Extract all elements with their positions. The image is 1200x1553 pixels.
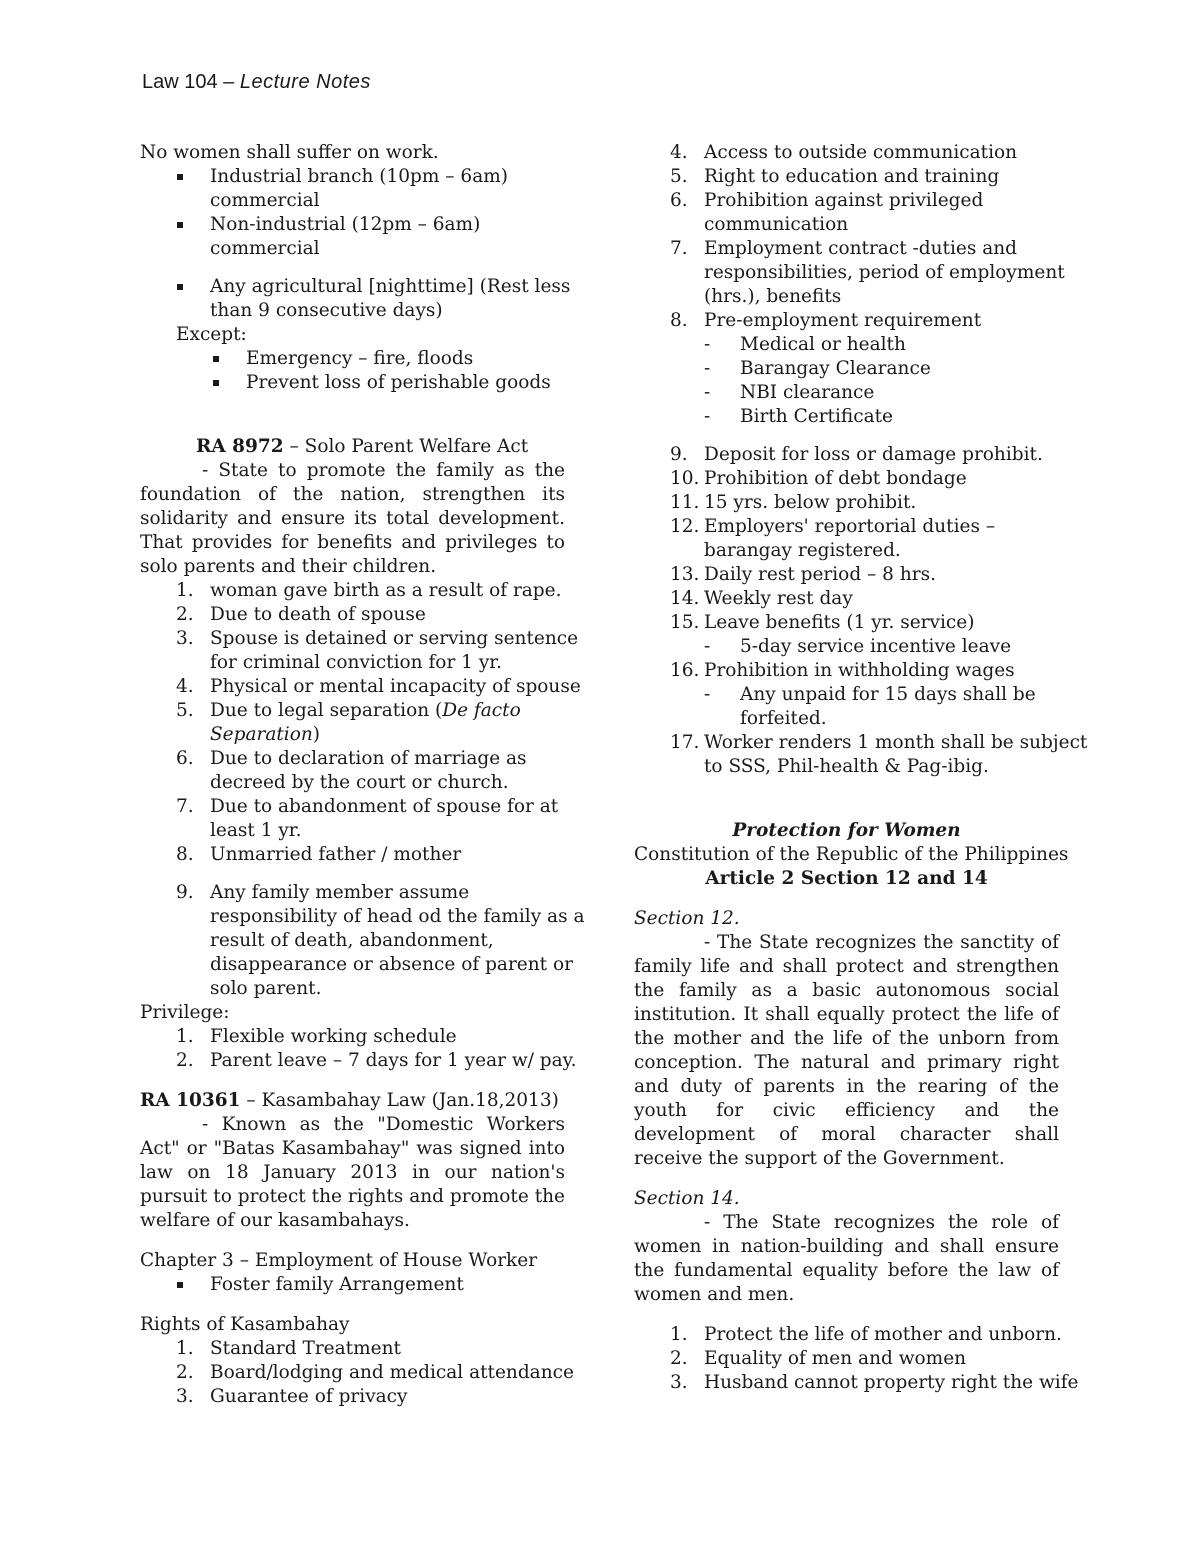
list-item: 14. Weekly rest day	[670, 588, 853, 609]
section12-label: Section 12.	[634, 908, 740, 929]
list-item: 10. Prohibition of debt bondage	[670, 468, 967, 489]
list-item: 2. Equality of men and women	[670, 1348, 967, 1369]
except-label: Except:	[176, 324, 247, 345]
list-item: - Any unpaid for 15 days shall be forfeited.	[704, 684, 1036, 729]
list-item: Foster family Arrangement	[176, 1273, 565, 1297]
bullet-icon	[177, 222, 183, 228]
article-title: Article 2 Section 12 and 14	[705, 868, 988, 889]
list-item: - Barangay Clearance	[704, 358, 931, 379]
list-item: Emergency – fire, floods	[212, 347, 565, 371]
list-item: 12. Employers' reportorial duties – barangay registered.	[670, 516, 996, 561]
list-item: 3. Spouse is detained or serving sentence for criminal conviction for 1 yr.	[176, 628, 579, 673]
bullet-icon	[177, 284, 183, 290]
ra10361-heading: RA 10361 – Kasambahay Law (Jan.18,2013)	[140, 1090, 559, 1111]
list-item: Industrial branch (10pm – 6am) commercial	[176, 165, 565, 213]
section12-text: - The State recognizes the sanctity of family life and shall protect and strengthen the family as a basic autonomous social institution. It shall equally protect the life of the mother and the life of the unborn from conception. The natural and primary right and duty of parents in the rearing of the youth for civic efficiency and the development of moral character shall receive the support of the Government.	[634, 932, 1059, 1169]
rights-label: Rights of Kasambahay	[140, 1314, 350, 1335]
list-item: 6. Due to declaration of marriage as decreed by the court or church.	[176, 748, 527, 793]
list-item: 4. Access to outside communication	[670, 142, 1018, 163]
list-item: - NBI clearance	[704, 382, 875, 403]
list-item: 11. 15 yrs. below prohibit.	[670, 492, 917, 513]
list-item: 5. Right to education and training	[670, 166, 1000, 187]
bullet-icon	[177, 1282, 183, 1288]
list-item: 13. Daily rest period – 8 hrs.	[670, 564, 936, 585]
list-item: 1. woman gave birth as a result of rape.	[176, 580, 562, 601]
bullet-icon	[213, 356, 219, 362]
list-item: 2. Board/lodging and medical attendance	[176, 1362, 574, 1383]
list-item: 1. Protect the life of mother and unborn.	[670, 1324, 1062, 1345]
list-item: Any agricultural [nighttime] (Rest less than 9 consecutive days)	[176, 275, 565, 323]
left-column	[140, 141, 585, 1409]
page-header	[142, 68, 371, 96]
header-subtitle: Lecture Notes	[239, 71, 371, 93]
list-item: 16. Prohibition in withholding wages	[670, 660, 1015, 681]
bullet-icon	[177, 174, 183, 180]
list-item: 7. Employment contract -duties and responsibilities, period of employment (hrs.), benefits	[670, 238, 1065, 307]
privilege-label: Privilege:	[140, 1002, 230, 1023]
constitution-title: Constitution of the Republic of the Philippines	[634, 844, 1069, 865]
list-item: 2. Due to death of spouse	[176, 604, 426, 625]
list-item: 9. Deposit for loss or damage prohibit.	[670, 444, 1043, 465]
ra8972-description: - State to promote the family as the foundation of the nation, strengthen its solidarity and ensure its total development. That provides for benefits and privileges to solo parents and their children.	[140, 460, 565, 577]
list-item: - Medical or health	[704, 334, 906, 355]
list-item: 3. Guarantee of privacy	[176, 1386, 408, 1407]
list-item: 1. Standard Treatment	[176, 1338, 401, 1359]
list-item: - Birth Certificate	[704, 406, 893, 427]
chapter3-title: Chapter 3 – Employment of House Worker	[140, 1250, 538, 1271]
list-item: 17. Worker renders 1 month shall be subject to SSS, Phil-health & Pag-ibig.	[670, 732, 1088, 777]
list-item: 3. Husband cannot property right the wife	[670, 1372, 1079, 1393]
section14-label: Section 14.	[634, 1188, 740, 1209]
list-item: 7. Due to abandonment of spouse for at least 1 yr.	[176, 796, 559, 841]
list-item: Non-industrial (12pm – 6am) commercial	[176, 213, 565, 261]
list-item: 1. Flexible working schedule	[176, 1026, 457, 1047]
list-item: 6. Prohibition against privileged communication	[670, 190, 984, 235]
list-item: 15. Leave benefits (1 yr. service)	[670, 612, 975, 633]
protection-title: Protection for Women	[732, 820, 961, 841]
ra8972-heading: RA 8972 – Solo Parent Welfare Act	[196, 436, 529, 457]
intro-text: No women shall suffer on work.	[140, 142, 439, 163]
list-item: 4. Physical or mental incapacity of spouse	[176, 676, 581, 697]
list-item: - 5-day service incentive leave	[704, 636, 1012, 657]
section14-text: - The State recognizes the role of women in nation-building and shall ensure the fundamental equality before the law of women and men.	[634, 1212, 1059, 1305]
list-item: 8. Unmarried father / mother	[176, 844, 462, 865]
bullet-icon	[213, 380, 219, 386]
list-item: 2. Parent leave – 7 days for 1 year w/ pay.	[176, 1050, 577, 1071]
list-item: 9. Any family member assume responsibility of head od the family as a result of death, abandonment, disappearance or absence of parent or solo parent.	[176, 882, 585, 999]
list-item: Prevent loss of perishable goods	[212, 371, 565, 395]
ra10361-description: - Known as the "Domestic Workers Act" or "Batas Kasambahay" was signed into law on 18 January 2013 in our nation's pursuit to protect the rights and promote the welfare of our kasambahays.	[140, 1114, 565, 1231]
list-item: 8. Pre-employment requirement	[670, 310, 982, 331]
list-item: 5. Due to legal separation (De facto Separation)	[176, 700, 521, 745]
right-column	[634, 141, 1088, 1395]
course-code: Law 104 –	[142, 71, 240, 93]
